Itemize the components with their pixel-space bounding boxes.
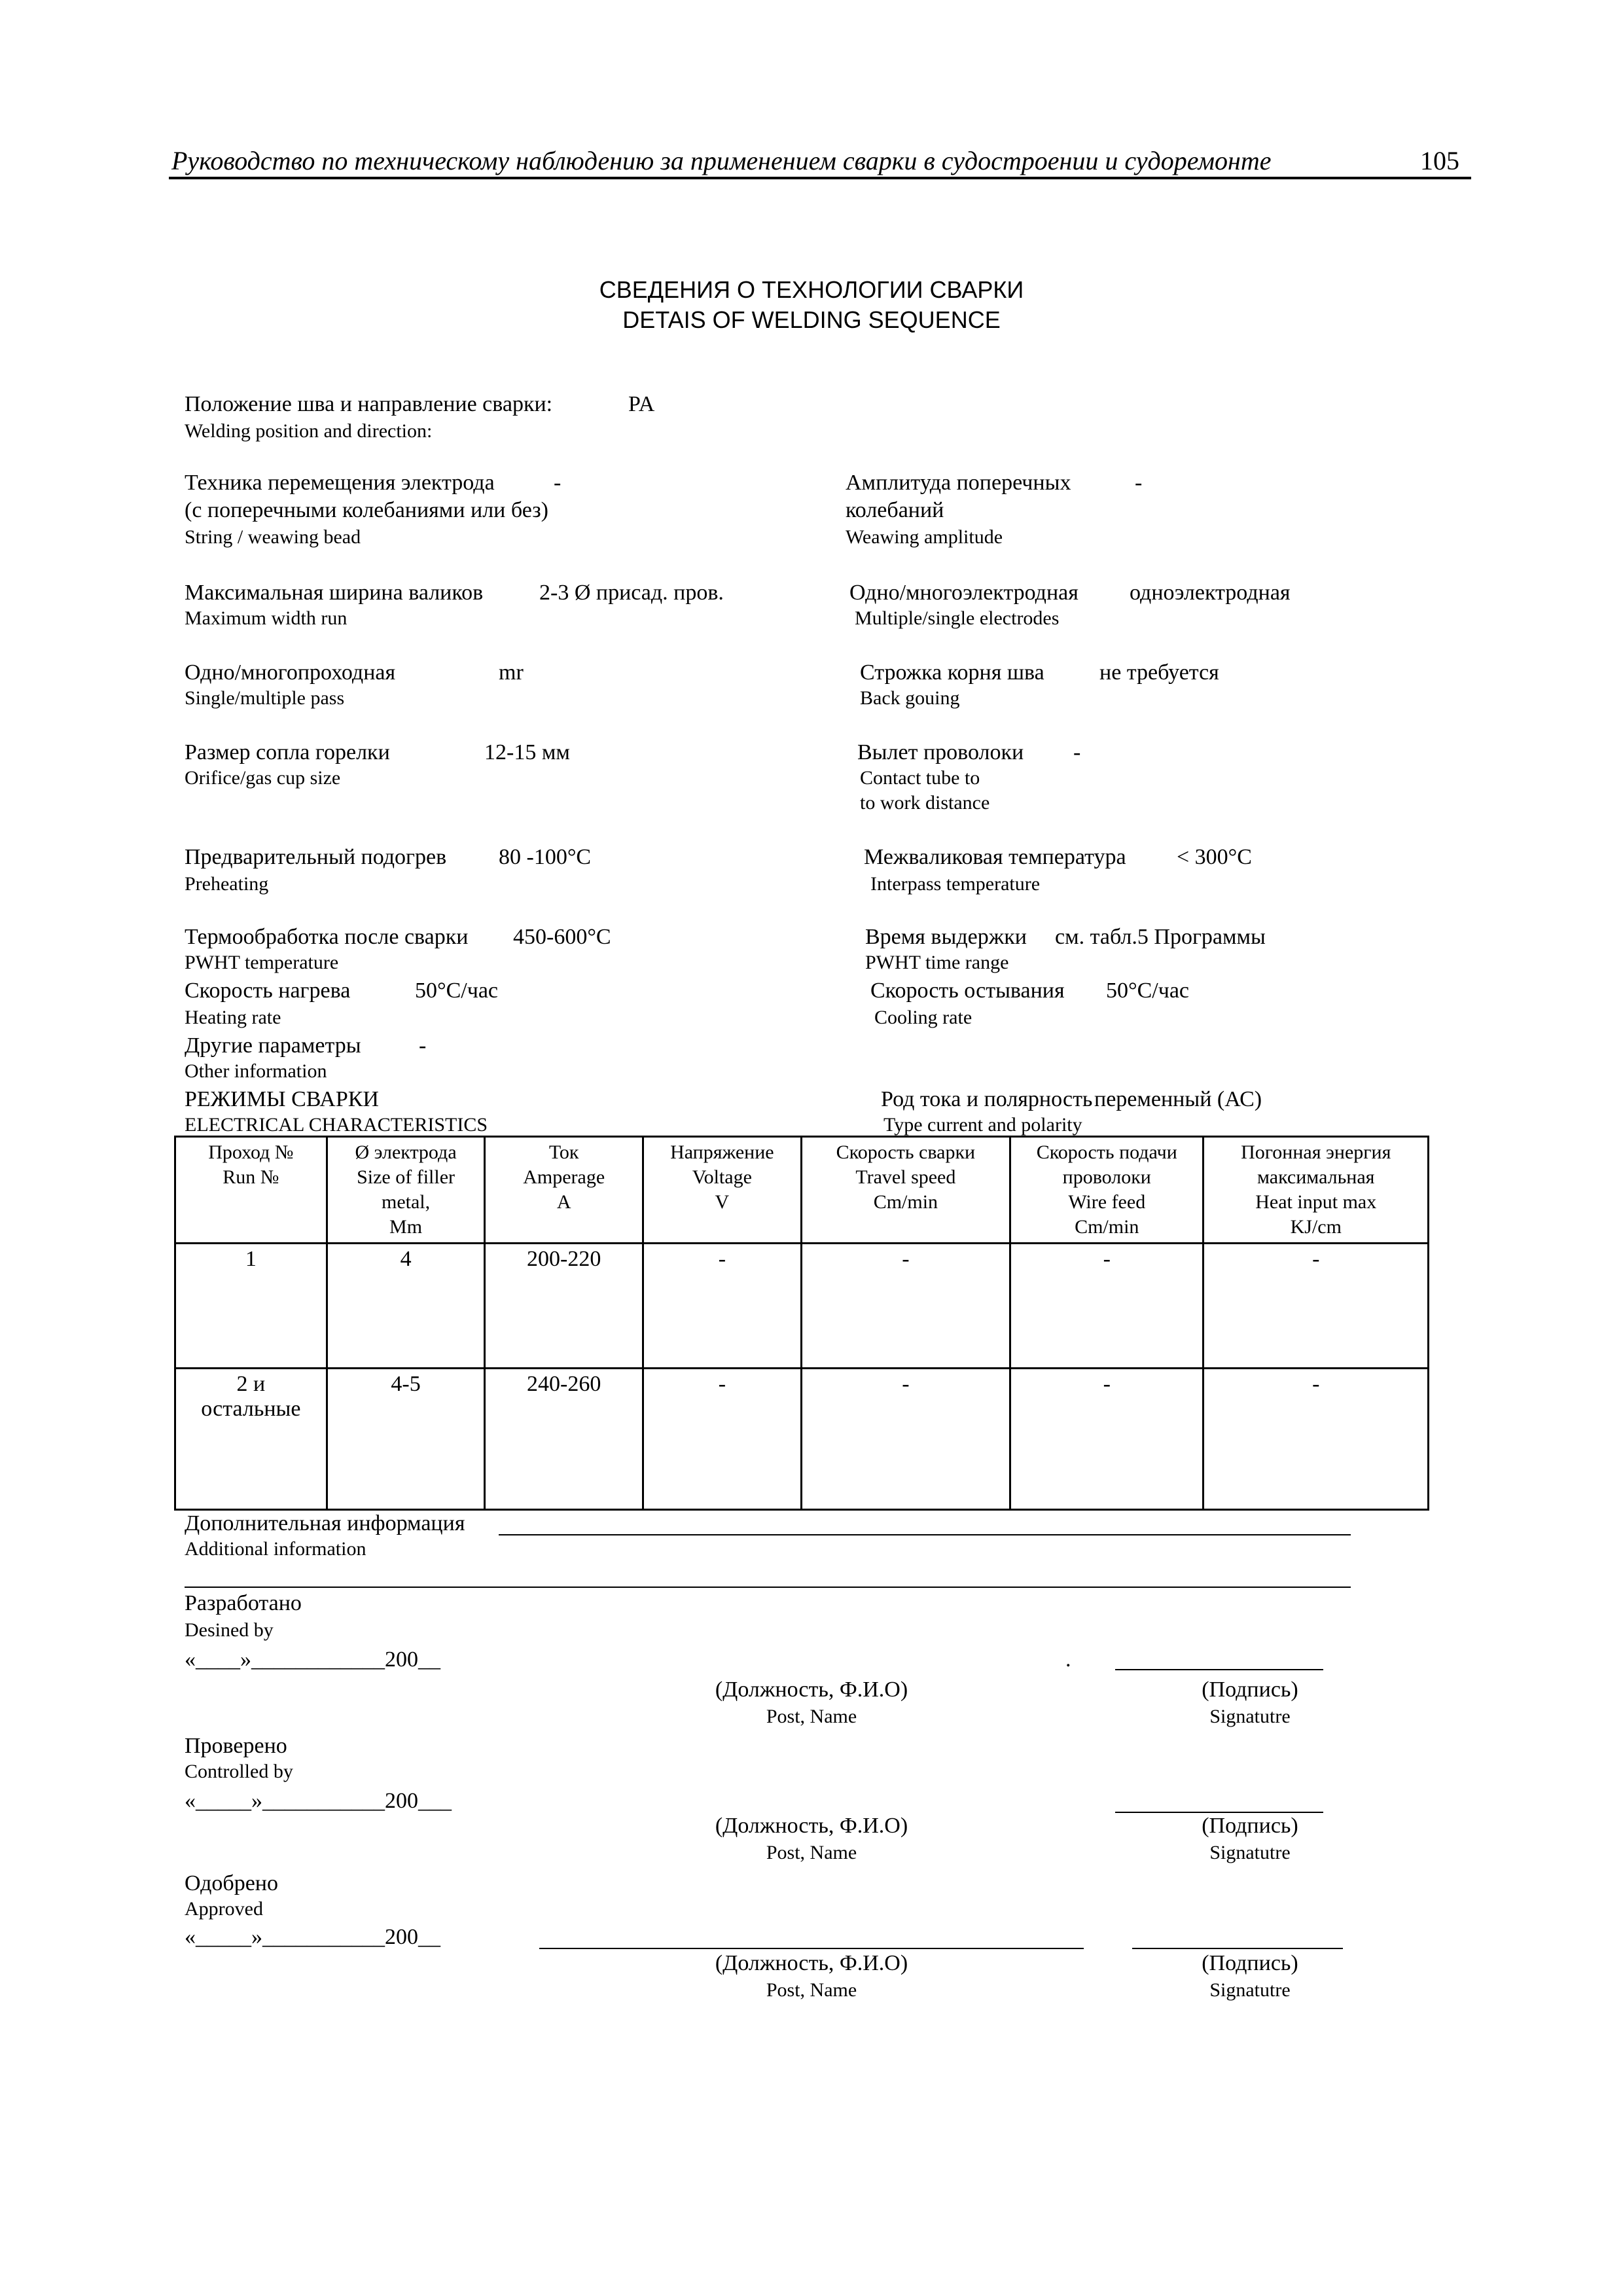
amplitude-label: Амплитуда поперечных [846,471,1071,495]
pwht-value: 450-600°С [513,925,611,949]
current-type-value: переменный (АС) [1094,1087,1262,1111]
approved-post: (Должность, Ф.И.О) [715,1951,908,1975]
pwht-time-value: см. табл.5 Программы [1055,925,1266,949]
pwht-time-label-en: PWHT time range [865,952,1009,973]
technique-label: Техника перемещения электрода [185,471,495,495]
back-gouging-label: Строжка корня шва [860,660,1044,685]
back-gouging-value: не требуется [1099,660,1219,685]
additional-line-2 [185,1587,1351,1588]
cell-size: 4-5 [327,1369,485,1510]
cell-heat-input: - [1204,1369,1429,1510]
max-width-label-en: Maximum width run [185,607,348,629]
electrical-characteristics-table [174,1136,1429,1511]
cell-travel-speed: - [801,1369,1010,1510]
additional-line [499,1534,1351,1535]
pass-value: mr [499,660,524,685]
preheating-label-en: Preheating [185,873,269,895]
wire-stickout-label-en-2: to work distance [860,792,990,814]
header-wire-feed: Скорость подачи проволоки Wire feed Cm/min [1010,1137,1204,1244]
current-type-label: Род тока и полярность [881,1087,1093,1111]
approved-post-en: Post, Name [766,1979,857,2001]
pass-label-en: Single/multiple pass [185,687,345,709]
header-travel-speed: Скорость сварки Travel speed Cm/min [801,1137,1010,1244]
amplitude-label-en: Weawing amplitude [846,526,1003,548]
interpass-label: Межваликовая температура [864,845,1126,869]
table-row [175,1244,1429,1369]
modes-label-en: ELECTRICAL CHARACTERISTICS [185,1114,488,1136]
cell-run: 1 [175,1244,327,1369]
max-width-label: Максимальная ширина валиков [185,581,484,605]
table-row [175,1369,1429,1510]
electrodes-value: одноэлектродная [1130,581,1291,605]
electrodes-label-en: Multiple/single electrodes [855,607,1060,629]
preheating-value: 80 -100°С [499,845,592,869]
position-value: PA [628,392,655,416]
developed-label: Разработано [185,1591,302,1615]
cell-size: 4 [327,1244,485,1369]
electrodes-label: Одно/многоэлектродная [849,581,1079,605]
orifice-value: 12-15 мм [484,740,570,764]
header-size: Ø электрода Size of filler metal, Mm [327,1137,485,1244]
wire-stickout-label: Вылет проволоки [857,740,1024,764]
technique-label-en: String / weawing bead [185,526,361,548]
developed-sign: (Подпись) [1202,1677,1298,1702]
technique-value: - [554,471,562,495]
controlled-date: «_____»___________200___ [185,1789,452,1813]
developed-sign-en: Signatutre [1209,1706,1291,1727]
wire-stickout-label-en: Contact tube to [860,767,980,789]
controlled-post-en: Post, Name [766,1842,857,1863]
approved-label-en: Approved [185,1898,263,1920]
running-title: Руководство по техническому наблюдению за применением сварки в судостроении и судоремонте [171,146,1272,175]
other-label: Другие параметры [185,1033,361,1058]
approved-post-line [539,1948,1084,1949]
heating-rate-label: Скорость нагрева [185,978,351,1003]
preheating-label: Предварительный подогрев [185,845,447,869]
header-amperage: Ток Amperage A [485,1137,643,1244]
developed-post-en: Post, Name [766,1706,857,1727]
cell-wire-feed: - [1010,1244,1204,1369]
approved-signature-line [1132,1948,1343,1949]
back-gouging-label-en: Back gouing [860,687,960,709]
cell-run: 2 и остальные [175,1369,327,1510]
wire-stickout-value: - [1073,740,1081,764]
pass-label: Одно/многопроходная [185,660,396,685]
modes-label: РЕЖИМЫ СВАРКИ [185,1087,379,1111]
interpass-label-en: Interpass temperature [870,873,1041,895]
developed-dot: . [1065,1647,1071,1672]
cell-travel-speed: - [801,1244,1010,1369]
approved-sign-en: Signatutre [1209,1979,1291,2001]
header-run: Проход № Run № [175,1137,327,1244]
pwht-label-en: PWHT temperature [185,952,339,973]
cell-amperage: 240-260 [485,1369,643,1510]
cell-voltage: - [643,1244,801,1369]
developed-post: (Должность, Ф.И.О) [715,1677,908,1702]
table-header-row [175,1137,1429,1244]
title-ru: СВЕДЕНИЯ О ТЕХНОЛОГИИ СВАРКИ [599,276,1024,303]
controlled-sign-en: Signatutre [1209,1842,1291,1863]
developed-label-en: Desined by [185,1619,274,1641]
developed-date: «____»____________200__ [185,1647,440,1672]
cell-voltage: - [643,1369,801,1510]
additional-label: Дополнительная информация [185,1511,465,1535]
current-type-label-en: Type current and polarity [883,1114,1082,1136]
other-label-en: Other information [185,1060,327,1082]
controlled-post: (Должность, Ф.И.О) [715,1814,908,1838]
interpass-value: < 300°С [1177,845,1252,869]
position-label-en: Welding position and direction: [185,420,433,442]
cell-amperage: 200-220 [485,1244,643,1369]
cooling-rate-label-en: Cooling rate [874,1007,972,1028]
approved-date: «_____»___________200__ [185,1925,440,1949]
orifice-label: Размер сопла горелки [185,740,390,764]
orifice-label-en: Orifice/gas cup size [185,767,341,789]
heating-rate-label-en: Heating rate [185,1007,281,1028]
additional-label-en: Additional information [185,1538,366,1560]
cell-wire-feed: - [1010,1369,1204,1510]
position-label: Положение шва и направление сварки: [185,392,553,416]
header-rule [169,177,1471,179]
controlled-label-en: Controlled by [185,1761,293,1782]
heating-rate-value: 50°С/час [415,978,499,1003]
pwht-label: Термообработка после сварки [185,925,469,949]
amplitude-value: - [1135,471,1143,495]
page-number: 105 [1420,146,1459,175]
amplitude-label-2: колебаний [846,498,944,522]
approved-sign: (Подпись) [1202,1951,1298,1975]
controlled-sign: (Подпись) [1202,1814,1298,1838]
technique-label-2: (с поперечными колебаниями или без) [185,498,548,522]
cooling-rate-label: Скорость остывания [870,978,1065,1003]
cell-heat-input: - [1204,1244,1429,1369]
header-heat-input: Погонная энергия максимальная Heat input max KJ/cm [1204,1137,1429,1244]
developed-signature-line [1115,1669,1323,1670]
pwht-time-label: Время выдержки [865,925,1027,949]
other-value: - [419,1033,427,1058]
controlled-label: Проверено [185,1734,287,1758]
title-en: DETAIS OF WELDING SEQUENCE [622,306,1001,333]
max-width-value: 2-3 Ø присад. пров. [539,581,724,605]
header-voltage: Напряжение Voltage V [643,1137,801,1244]
approved-label: Одобрено [185,1871,278,1895]
cooling-rate-value: 50°С/час [1106,978,1190,1003]
